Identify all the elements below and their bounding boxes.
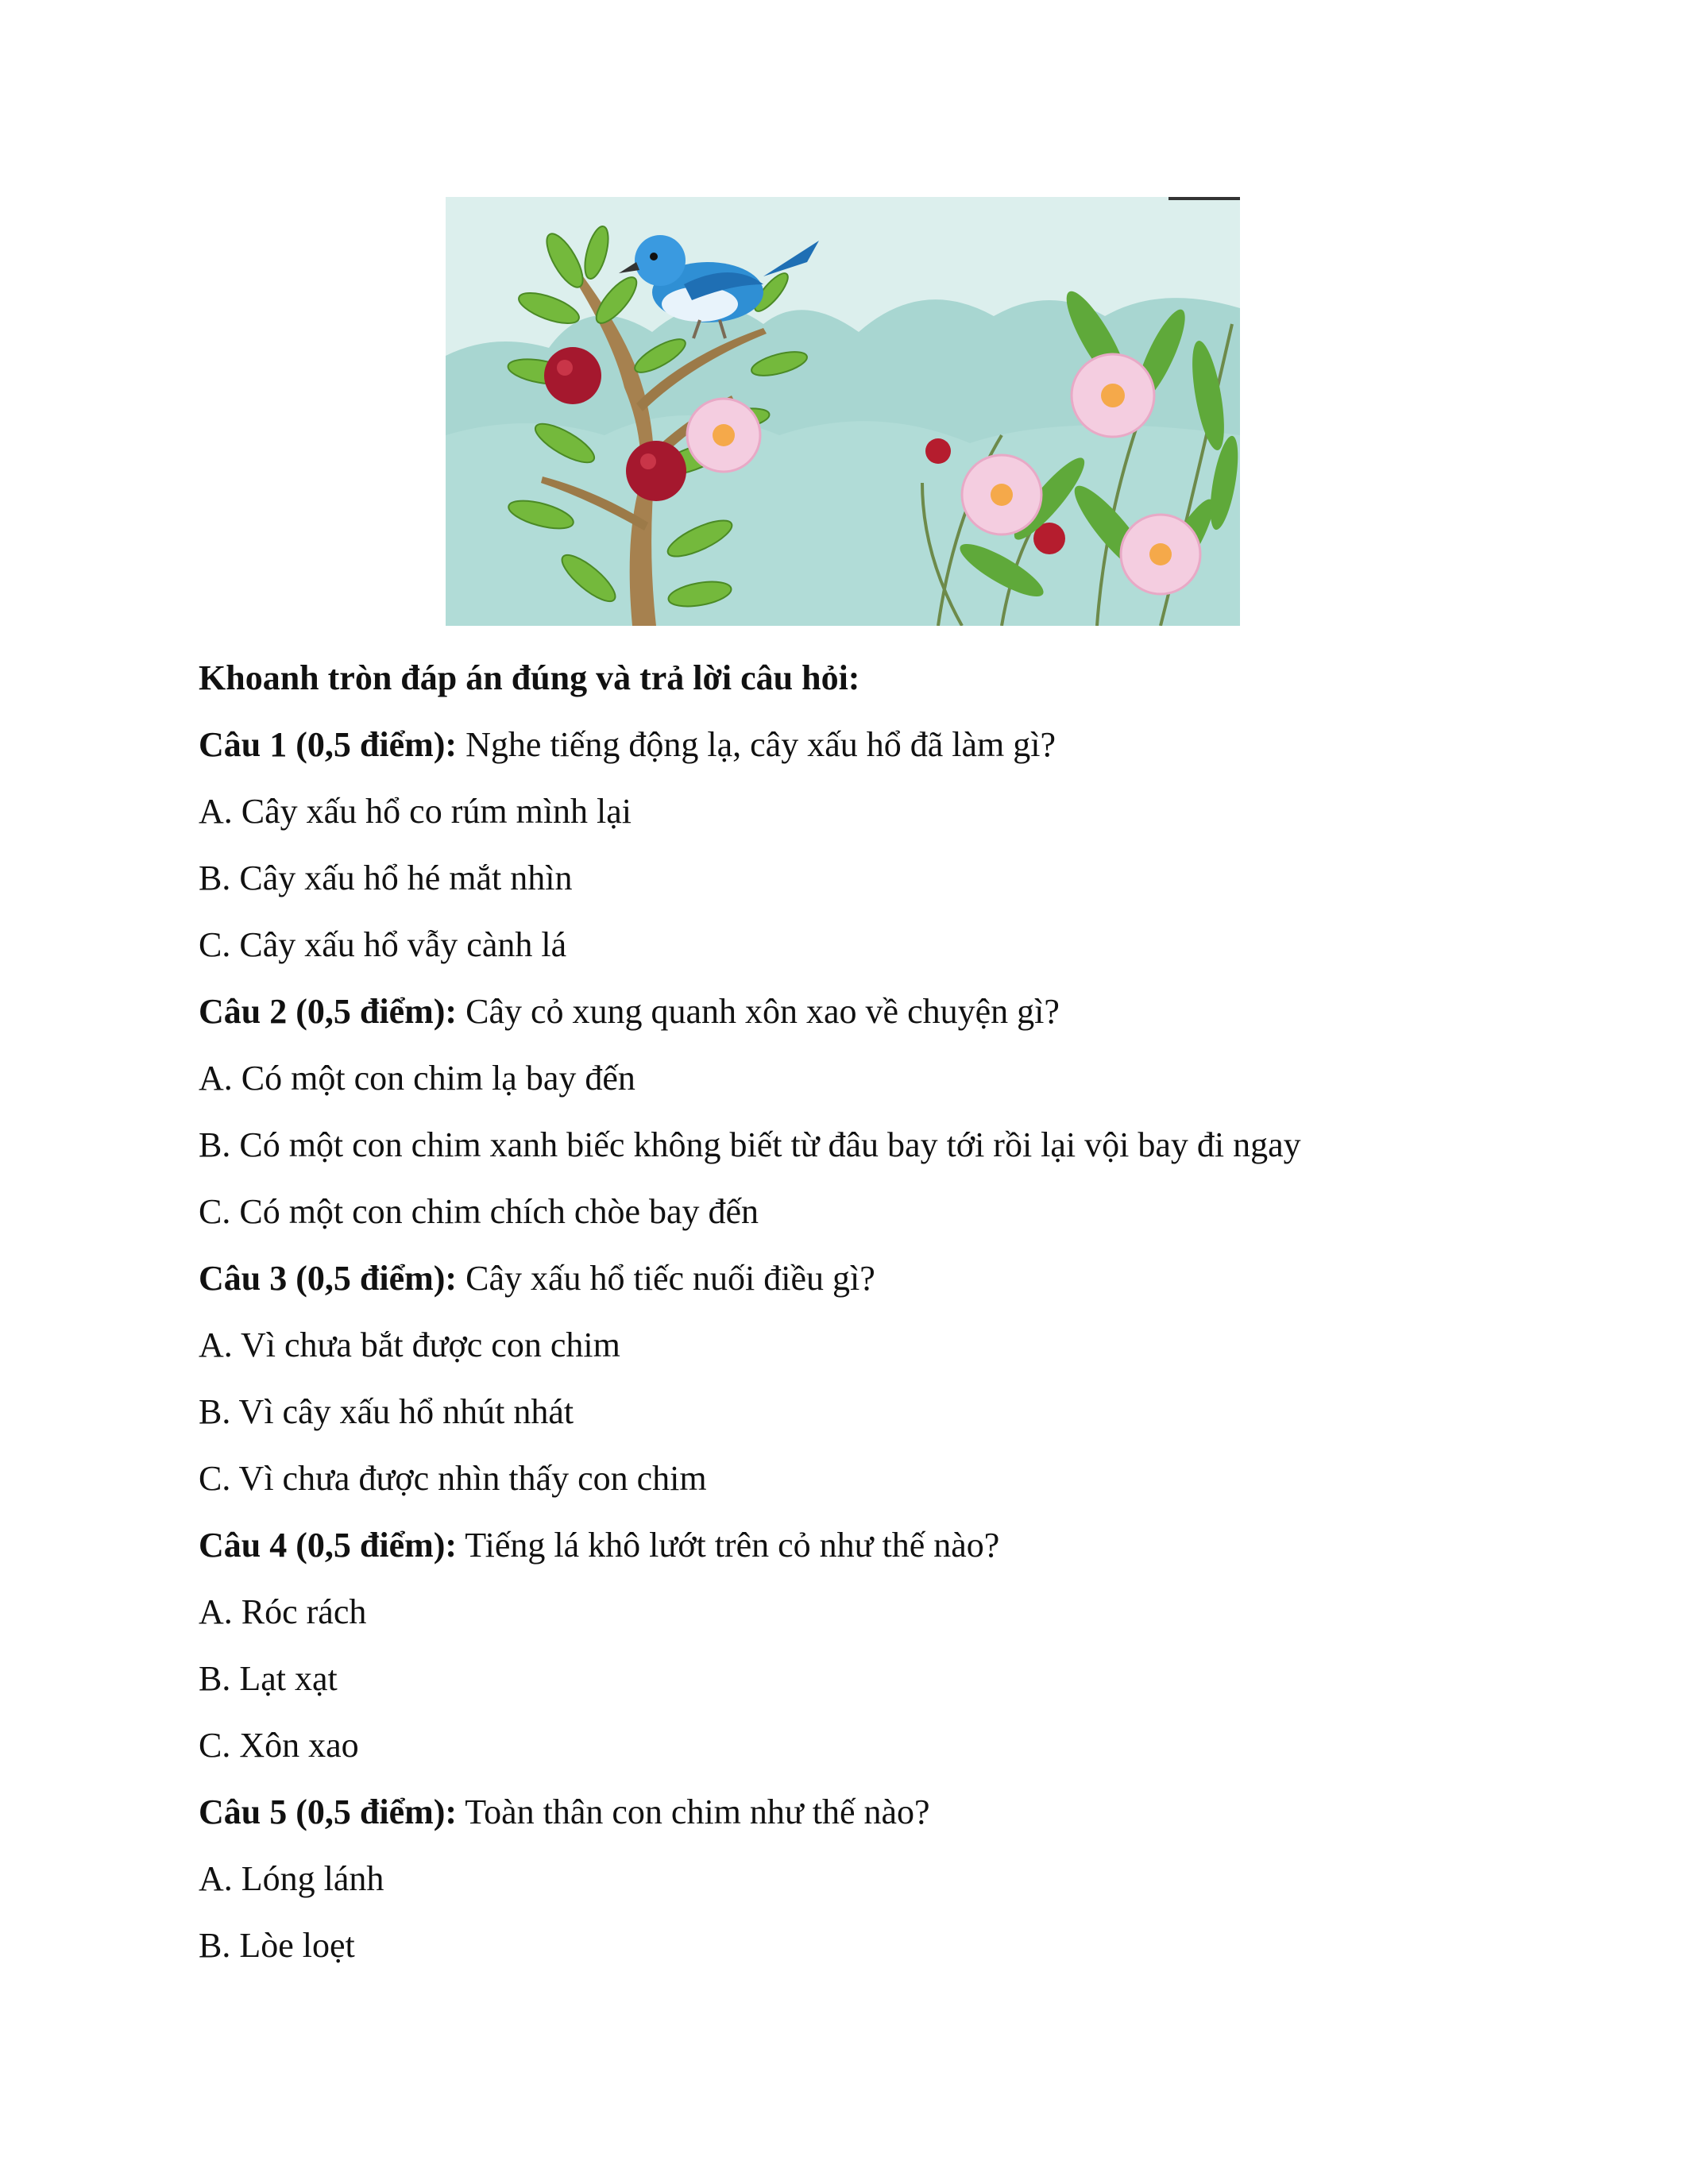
question-text: Cây xấu hổ tiếc nuối điều gì? xyxy=(457,1259,875,1298)
instruction-heading: Khoanh tròn đáp án đúng và trả lời câu hỏi: xyxy=(199,658,860,697)
question-text: Toàn thân con chim như thế nào? xyxy=(457,1792,930,1831)
option-c[interactable]: C. Xôn xao xyxy=(199,1726,359,1765)
question-text: Nghe tiếng động lạ, cây xấu hổ đã làm gì? xyxy=(457,725,1056,764)
question-5 xyxy=(199,1779,1597,1979)
option-a[interactable]: A. Róc rách xyxy=(199,1592,367,1631)
question-4 xyxy=(199,1512,1597,1779)
question-label: Câu 2 (0,5 điểm): xyxy=(199,992,458,1031)
question-line xyxy=(199,1512,1597,1579)
option-a[interactable]: A. Có một con chim lạ bay đến xyxy=(199,1059,635,1098)
option-a[interactable]: A. Lóng lánh xyxy=(199,1859,384,1898)
option-a[interactable]: A. Cây xấu hổ co rúm mình lại xyxy=(199,792,632,831)
option-b[interactable]: B. Cây xấu hổ hé mắt nhìn xyxy=(199,859,573,897)
question-3 xyxy=(199,1245,1597,1512)
question-label: Câu 3 (0,5 điểm): xyxy=(199,1259,458,1298)
question-line xyxy=(199,1779,1597,1846)
option-c[interactable]: C. Có một con chim chích chòe bay đến xyxy=(199,1192,759,1231)
question-label: Câu 5 (0,5 điểm): xyxy=(199,1792,458,1831)
question-line xyxy=(199,712,1597,778)
question-line xyxy=(199,978,1597,1045)
corner-mark xyxy=(1168,197,1240,200)
question-text: Cây cỏ xung quanh xôn xao về chuyện gì? xyxy=(457,992,1060,1031)
story-illustration xyxy=(446,197,1240,626)
question-text: Tiếng lá khô lướt trên cỏ như thế nào? xyxy=(457,1526,1000,1565)
option-c[interactable]: C. Cây xấu hổ vẫy cành lá xyxy=(199,925,567,964)
option-a[interactable]: A. Vì chưa bắt được con chim xyxy=(199,1325,620,1364)
question-2 xyxy=(199,978,1597,1245)
option-b[interactable]: B. Vì cây xấu hổ nhút nhát xyxy=(199,1392,574,1431)
option-b[interactable]: B. Có một con chim xanh biếc không biết từ đâu bay tới rồi lại vội bay đi ngay xyxy=(199,1125,1301,1164)
question-label: Câu 1 (0,5 điểm): xyxy=(199,725,458,764)
option-c[interactable]: C. Vì chưa được nhìn thấy con chim xyxy=(199,1459,707,1498)
question-1 xyxy=(199,712,1597,978)
worksheet-content xyxy=(199,645,1597,1979)
question-line xyxy=(199,1245,1597,1312)
option-b[interactable]: B. Lạt xạt xyxy=(199,1659,338,1698)
option-b[interactable]: B. Lòe loẹt xyxy=(199,1926,355,1965)
question-label: Câu 4 (0,5 điểm): xyxy=(199,1526,458,1565)
illustration-svg xyxy=(446,197,1240,626)
